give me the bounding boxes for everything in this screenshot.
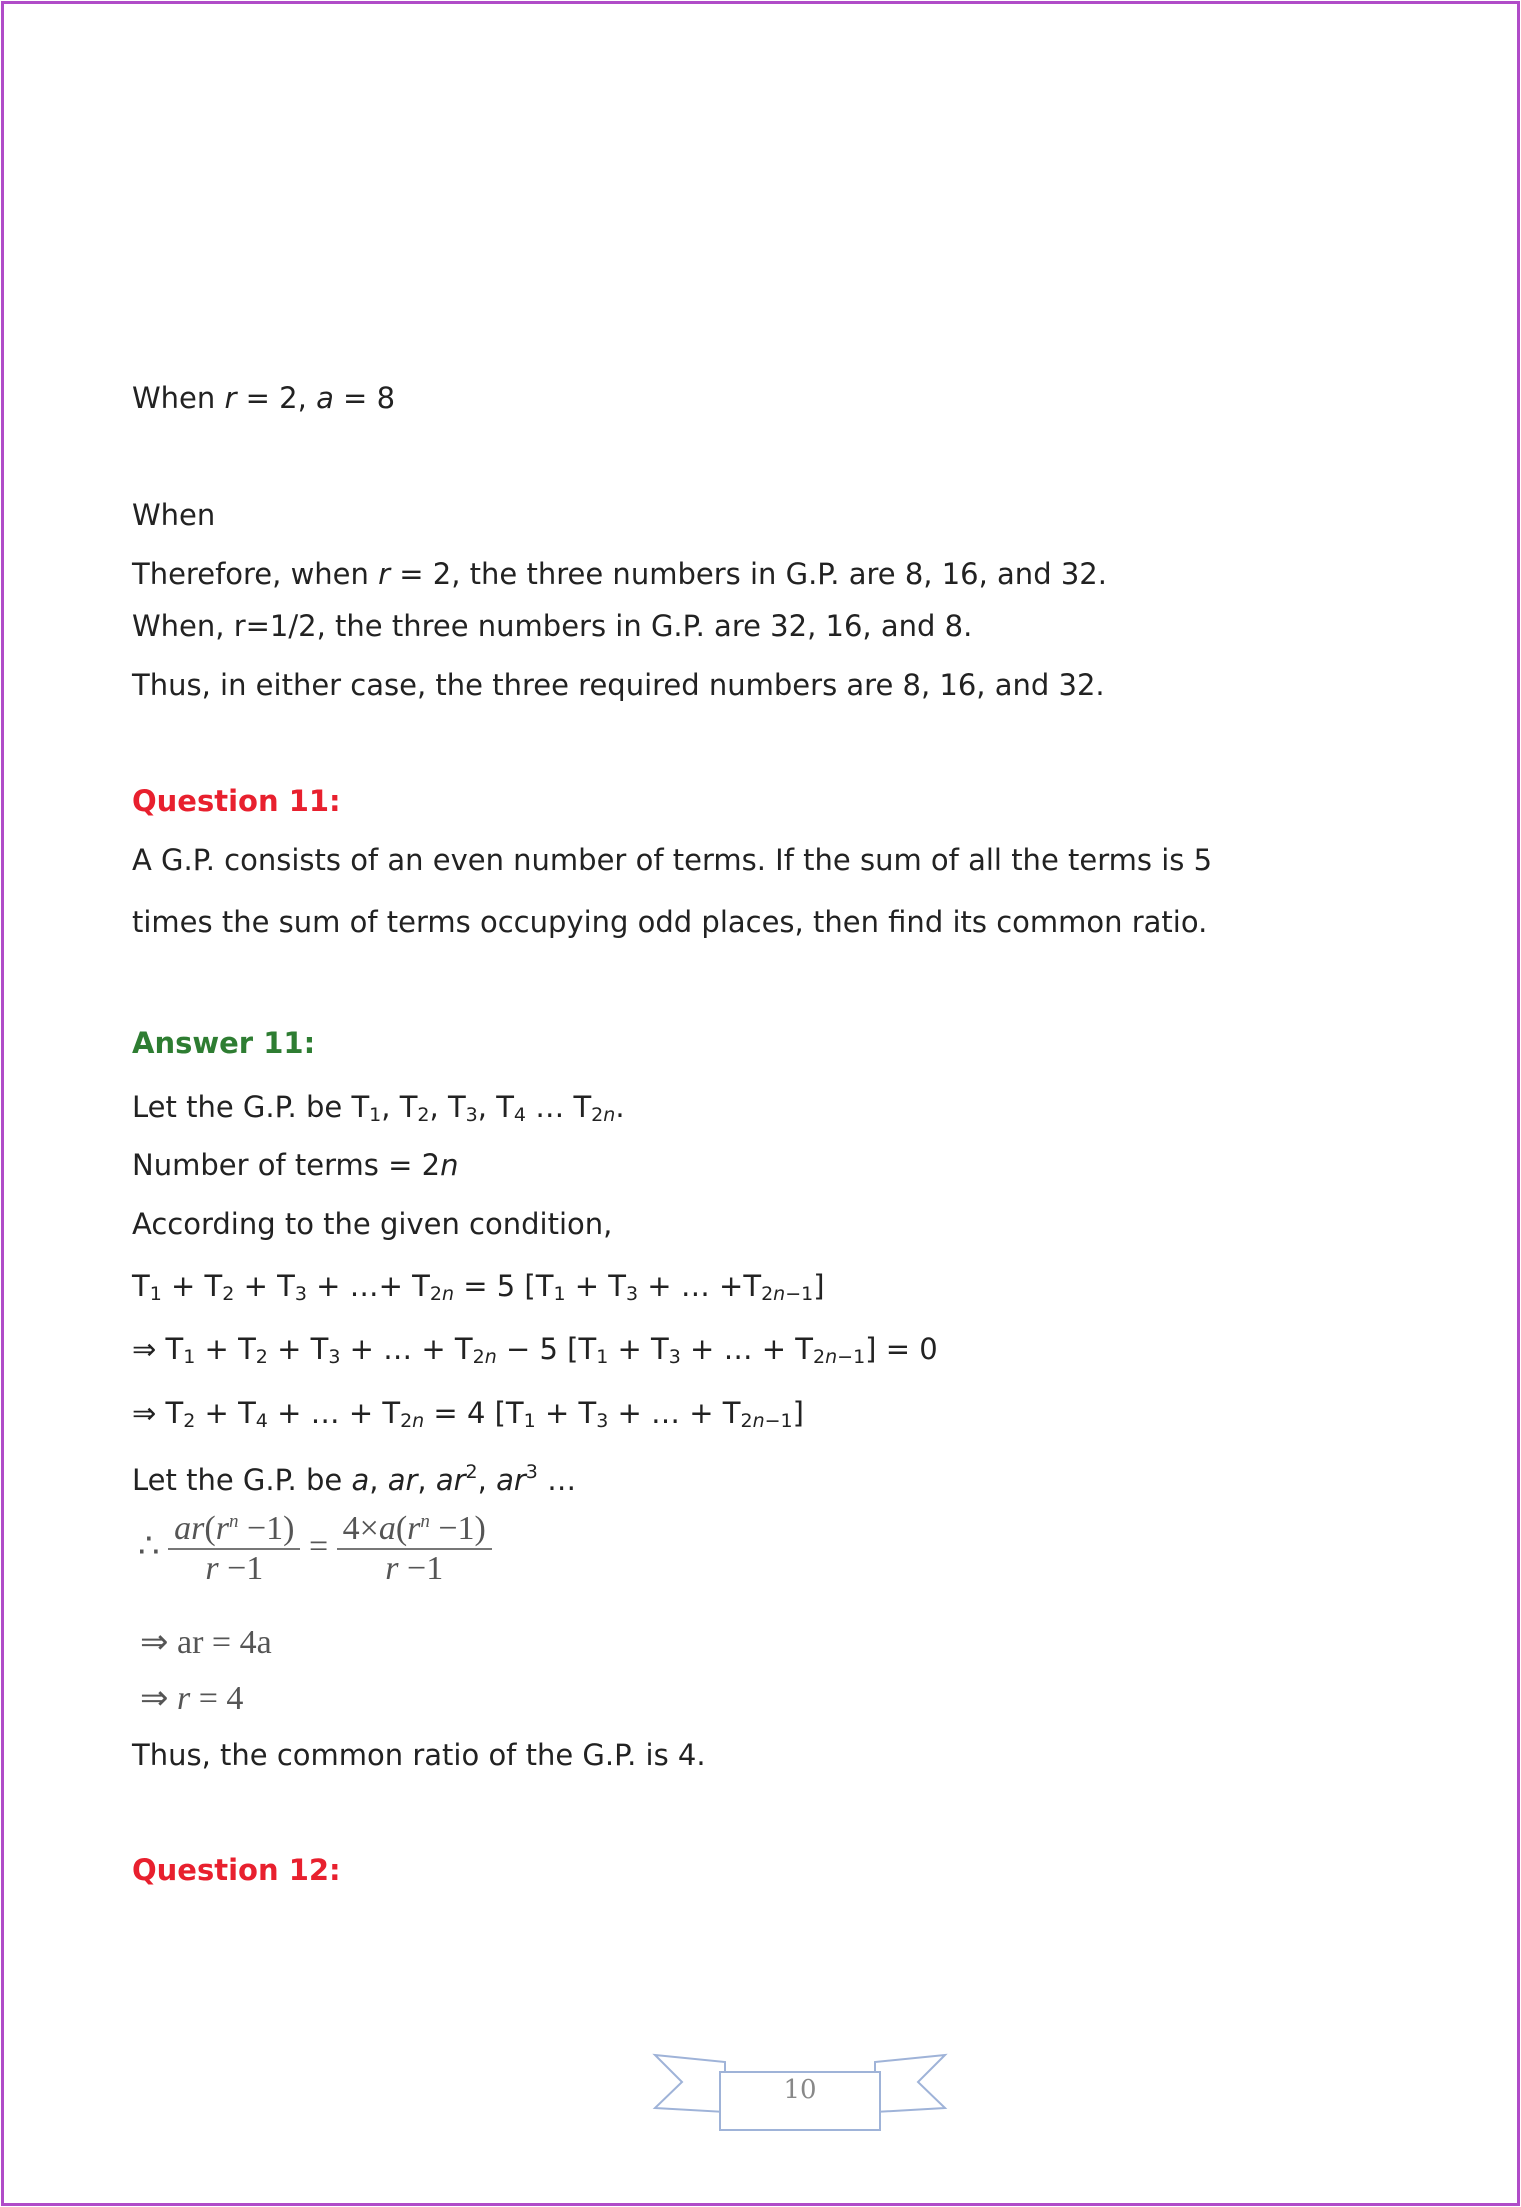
answer-step: Number of terms = 2n <box>132 1148 459 1182</box>
text-line: When <box>132 498 216 532</box>
answer-step: Let the G.P. be a, ar, $ar^2$, $ar^3$ … <box>132 1461 577 1497</box>
question-heading: Question 11: <box>132 784 341 818</box>
question-text: times the sum of terms occupying odd places, then find its common ratio. <box>132 905 1208 939</box>
equation-image: ∴ $\frac{ar(r^n -1)}{r -1}$ = $\frac{4\times a(r^n -1)}{r -1}$ <box>138 1510 492 1588</box>
text-line: When r = 2, a = 8 <box>132 381 396 415</box>
equation-line: ⇒ ar = 4a <box>140 1624 272 1661</box>
text-line: When, r=1/2, the three numbers in G.P. are 32, 16, and 8. <box>132 609 973 643</box>
answer-step: ⇒ $T_1 + T_2 + T_3$ + … + $T_{2n} - 5$ [$T_1 + T_3$ + … + $T_{2n-1}] = 0$ <box>132 1332 938 1368</box>
answer-step: $T_1 + T_2 + T_3$ + …+ $T_{2n} = 5$ [$T_1 + T_3$ + … $+T_{2n-1}$] <box>132 1269 825 1305</box>
answer-heading: Answer 11: <box>132 1026 316 1060</box>
answer-step: According to the given condition, <box>132 1207 613 1241</box>
question-heading: Question 12: <box>132 1853 341 1887</box>
text-line: Thus, in either case, the three required numbers are 8, 16, and 32. <box>132 668 1105 702</box>
equation-line: ⇒ r = 4 <box>140 1680 244 1717</box>
question-text: A G.P. consists of an even number of terms. If the sum of all the terms is 5 <box>132 843 1213 877</box>
answer-step: Let the G.P. be $T_1$, $T_2$, $T_3$, $T_4$ … $T_{2n}$. <box>132 1090 625 1126</box>
page-number: 10 <box>783 2075 817 2105</box>
answer-step: ⇒ $T_2 + T_4$ + … + $T_{2n} = 4$ [$T_1 + T_3$ + … + $T_{2n-1}$] <box>132 1396 804 1432</box>
text-line: Therefore, when r = 2, the three numbers in G.P. are 8, 16, and 32. <box>132 557 1107 591</box>
answer-conclusion: Thus, the common ratio of the G.P. is 4. <box>132 1738 706 1772</box>
